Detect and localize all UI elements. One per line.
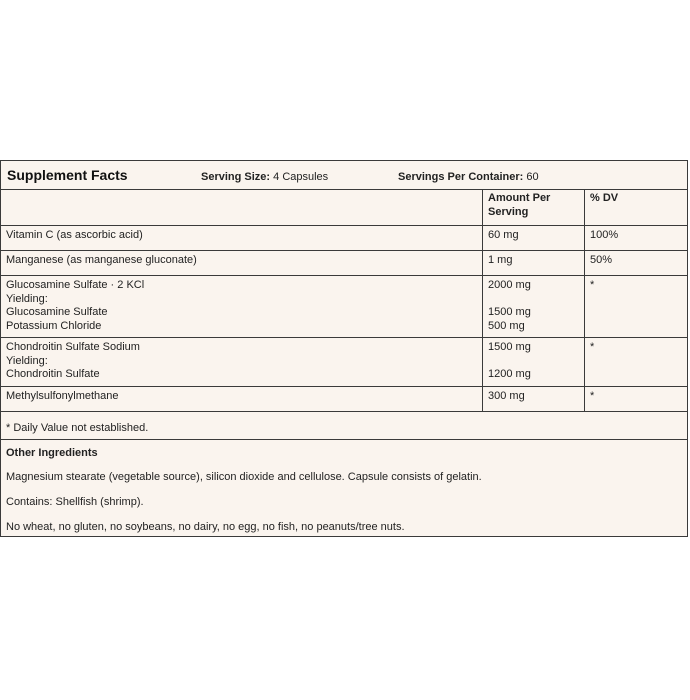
- row-name-line: Chondroitin Sulfate Sodium: [6, 341, 140, 353]
- row-amount: 60 mg: [483, 226, 585, 251]
- header-amount-cell: [483, 189, 585, 226]
- facts-header: [1, 161, 687, 190]
- table-row: [1, 386, 687, 411]
- allergen-statement: Contains: Shellfish (shrimp).: [6, 496, 144, 508]
- row-amount: 1 mg: [483, 251, 585, 276]
- row-dv: 100%: [585, 226, 688, 251]
- row-amount-line: 1500 mg: [488, 306, 531, 318]
- row-dv: *: [585, 276, 688, 338]
- row-name-line: Potassium Chloride: [6, 319, 102, 332]
- serving-size-value: 4 Capsules: [273, 171, 329, 183]
- daily-value-footnote: * Daily Value not established.: [6, 422, 149, 434]
- servings-per-container: [398, 171, 539, 183]
- row-name: Manganese (as manganese gluconate): [1, 251, 483, 276]
- row-amount: [483, 338, 585, 387]
- row-name: [1, 276, 483, 338]
- row-amount-line: 500 mg: [488, 319, 525, 332]
- supplement-facts-panel: [0, 160, 688, 537]
- row-amount-line: 1500 mg: [488, 341, 531, 353]
- table-row: [1, 276, 687, 338]
- row-amount-line: 2000 mg: [488, 279, 531, 291]
- table-header-row: [1, 189, 687, 226]
- other-ingredients-text: Magnesium stearate (vegetable source), silicon dioxide and cellulose. Capsule consists of gelatin.: [6, 471, 482, 483]
- facts-table: [1, 189, 687, 412]
- row-name-line: Glucosamine Sulfate · 2 KCl: [6, 279, 145, 291]
- servings-per-container-label: Servings Per Container:: [398, 171, 524, 183]
- row-amount-line: 1200 mg: [488, 368, 531, 380]
- servings-per-container-value: 60: [526, 171, 539, 183]
- other-ingredients-title: Other Ingredients: [6, 447, 98, 459]
- row-name-line: Yielding:: [6, 354, 48, 367]
- row-amount: 300 mg: [483, 386, 585, 411]
- row-dv: *: [585, 338, 688, 387]
- serving-size: [201, 171, 328, 183]
- table-row: [1, 226, 687, 251]
- row-name-line: Yielding:: [6, 292, 48, 305]
- row-name-line: Glucosamine Sulfate: [6, 306, 108, 318]
- panel-title: Supplement Facts: [7, 167, 128, 183]
- table-row: [1, 251, 687, 276]
- free-from-statement: No wheat, no gluten, no soybeans, no dairy, no egg, no fish, no peanuts/tree nuts.: [6, 521, 405, 533]
- row-name: Vitamin C (as ascorbic acid): [1, 226, 483, 251]
- divider: [1, 439, 687, 440]
- serving-size-label: Serving Size:: [201, 171, 271, 183]
- row-name-line: Chondroitin Sulfate: [6, 368, 100, 380]
- table-row: [1, 338, 687, 387]
- row-dv: *: [585, 386, 688, 411]
- header-dv-cell: % DV: [585, 189, 688, 226]
- header-amount-line1: Amount Per: [488, 192, 551, 204]
- row-name: Methylsulfonylmethane: [1, 386, 483, 411]
- row-name: [1, 338, 483, 387]
- row-amount: [483, 276, 585, 338]
- row-dv: 50%: [585, 251, 688, 276]
- header-amount-line2: Serving: [488, 205, 529, 218]
- header-name-cell: [1, 189, 483, 226]
